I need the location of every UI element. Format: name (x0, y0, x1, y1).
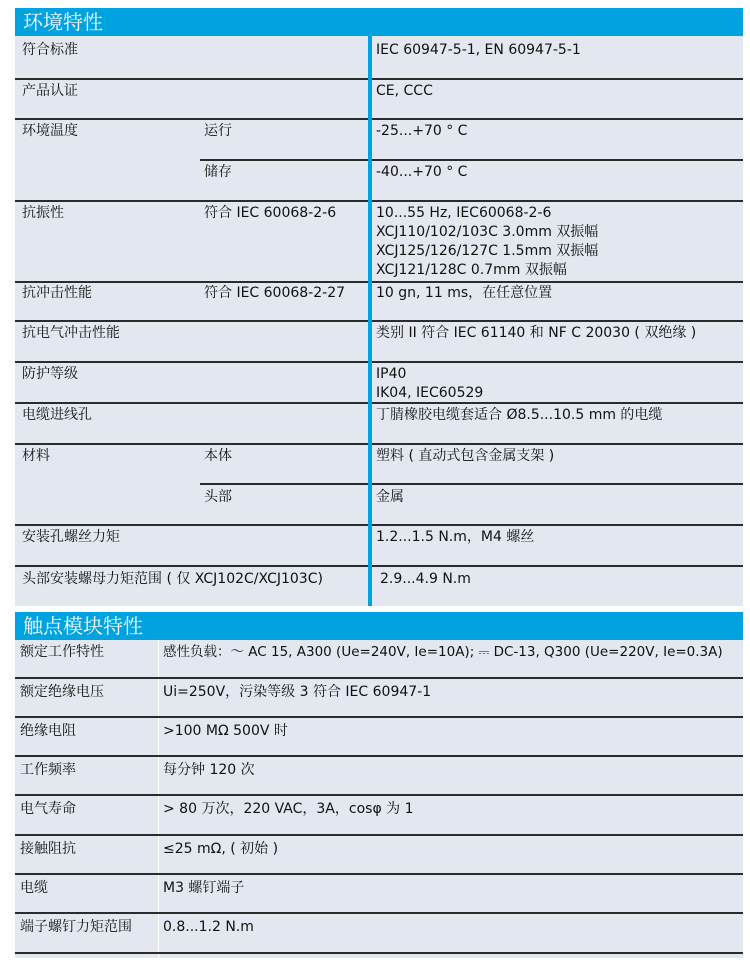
material-body-value: 塑料 ( 直动式包含金属支架 ) (376, 448, 555, 464)
vibration-label: 抗振性 (22, 205, 64, 221)
row-divider (15, 755, 743, 757)
row-divider (15, 320, 368, 322)
row-divider (15, 834, 743, 836)
row-divider (200, 159, 368, 161)
certification-value: CE, CCC (376, 83, 433, 99)
row-divider (15, 78, 368, 80)
row-divider (372, 78, 743, 80)
shock-standard: 符合 IEC 60068-2-27 (204, 285, 346, 301)
row-divider (15, 402, 368, 404)
row-divider (15, 200, 368, 202)
vibration-line: 10...55 Hz, IEC60068-2-6 (376, 205, 552, 221)
mount-torque-label: 安装孔螺丝力矩 (22, 529, 120, 545)
row-divider (15, 118, 368, 120)
row-divider (15, 677, 743, 679)
row-divider (372, 159, 743, 161)
vibration-standard: 符合 IEC 60068-2-6 (204, 205, 337, 221)
cable-entry-label: 电缆进线孔 (22, 407, 92, 423)
material-head-label: 头部 (204, 489, 232, 505)
temperature-store-value: -40...+70 ° C (376, 164, 468, 180)
row-divider (15, 912, 743, 914)
head-torque-label: 头部安装螺母力矩范围 ( 仅 XCJ102C/XCJ103C) (22, 571, 323, 587)
rated-operation-value: 感性负载：～ AC 15, A300 (Ue=240V, Ie=10A); ⎓ DC-13, Q300 (Ue=220V, Ie=0.3A) (163, 644, 723, 660)
electrical-life-value: > 80 万次，220 VAC，3A，cosφ 为 1 (163, 801, 414, 817)
operating-frequency-label: 工作频率 (20, 762, 76, 778)
row-divider (200, 483, 368, 485)
row-divider (15, 716, 743, 718)
terminal-torque-label: 端子螺钉力矩范围 (20, 919, 132, 935)
head-torque-value: 2.9...4.9 N.m (380, 571, 471, 587)
row-divider (372, 361, 743, 363)
row-divider (15, 794, 743, 796)
insulation-voltage-value: Ui=250V，污染等级 3 符合 IEC 60947-1 (163, 684, 432, 700)
contact-resistance-value: ≤25 mΩ, ( 初始 ) (163, 841, 279, 857)
row-divider (15, 524, 368, 526)
electrical-life-label: 电气寿命 (20, 801, 76, 817)
certification-label: 产品认证 (22, 83, 78, 99)
row-divider (15, 443, 368, 445)
row-divider (15, 565, 368, 567)
shock-value: 10 gn, 11 ms，在任意位置 (376, 285, 553, 301)
insulation-voltage-label: 额定绝缘电压 (20, 684, 104, 700)
material-label: 材料 (22, 448, 50, 464)
environment-section-title: 环境特性 (15, 8, 743, 36)
protection-line: IP40 (376, 366, 407, 382)
row-divider (372, 200, 743, 202)
row-divider (372, 281, 743, 283)
material-body-label: 本体 (204, 448, 232, 464)
contact-section-title: 触点模块特性 (15, 612, 743, 640)
vibration-line: XCJ110/102/103C 3.0mm 双振幅 (376, 224, 599, 240)
column-divider (158, 640, 159, 958)
row-divider (15, 952, 743, 954)
contact-resistance-label: 接触阻抗 (20, 841, 76, 857)
cable-entry-value: 丁腈橡胶电缆套适合 Ø8.5...10.5 mm 的电缆 (376, 407, 663, 423)
row-divider (372, 320, 743, 322)
operating-frequency-value: 每分钟 120 次 (163, 762, 255, 778)
temperature-run-label: 运行 (204, 123, 232, 139)
standard-value: IEC 60947-5-1, EN 60947-5-1 (376, 42, 581, 58)
cable-value: M3 螺钉端子 (163, 880, 245, 896)
row-divider (372, 524, 743, 526)
vibration-line: XCJ125/126/127C 1.5mm 双振幅 (376, 243, 599, 259)
protection-label: 防护等级 (22, 366, 78, 382)
insulation-resistance-value: >100 MΩ 500V 时 (163, 723, 288, 739)
vibration-line: XCJ121/128C 0.7mm 双振幅 (376, 262, 567, 278)
terminal-torque-value: 0.8...1.2 N.m (163, 919, 254, 935)
surge-label: 抗电气冲击性能 (22, 325, 120, 341)
material-head-value: 金属 (376, 489, 404, 505)
insulation-resistance-label: 绝缘电阻 (20, 723, 76, 739)
row-divider (372, 118, 743, 120)
row-divider (372, 565, 743, 567)
row-divider (372, 483, 743, 485)
shock-label: 抗冲击性能 (22, 285, 92, 301)
mount-torque-value: 1.2...1.5 N.m，M4 螺丝 (376, 529, 535, 545)
row-divider (372, 443, 743, 445)
standard-label: 符合标准 (22, 42, 78, 58)
surge-value: 类别 II 符合 IEC 61140 和 NF C 20030 ( 双绝缘 ) (376, 325, 697, 341)
temperature-label: 环境温度 (22, 123, 78, 139)
row-divider (15, 281, 368, 283)
row-divider (15, 361, 368, 363)
row-divider (15, 873, 743, 875)
temperature-store-label: 储存 (204, 164, 232, 180)
temperature-run-value: -25...+70 ° C (376, 123, 468, 139)
protection-line: IK04, IEC60529 (376, 385, 484, 401)
cable-label: 电缆 (20, 880, 48, 896)
rated-operation-label: 额定工作特性 (20, 644, 104, 660)
